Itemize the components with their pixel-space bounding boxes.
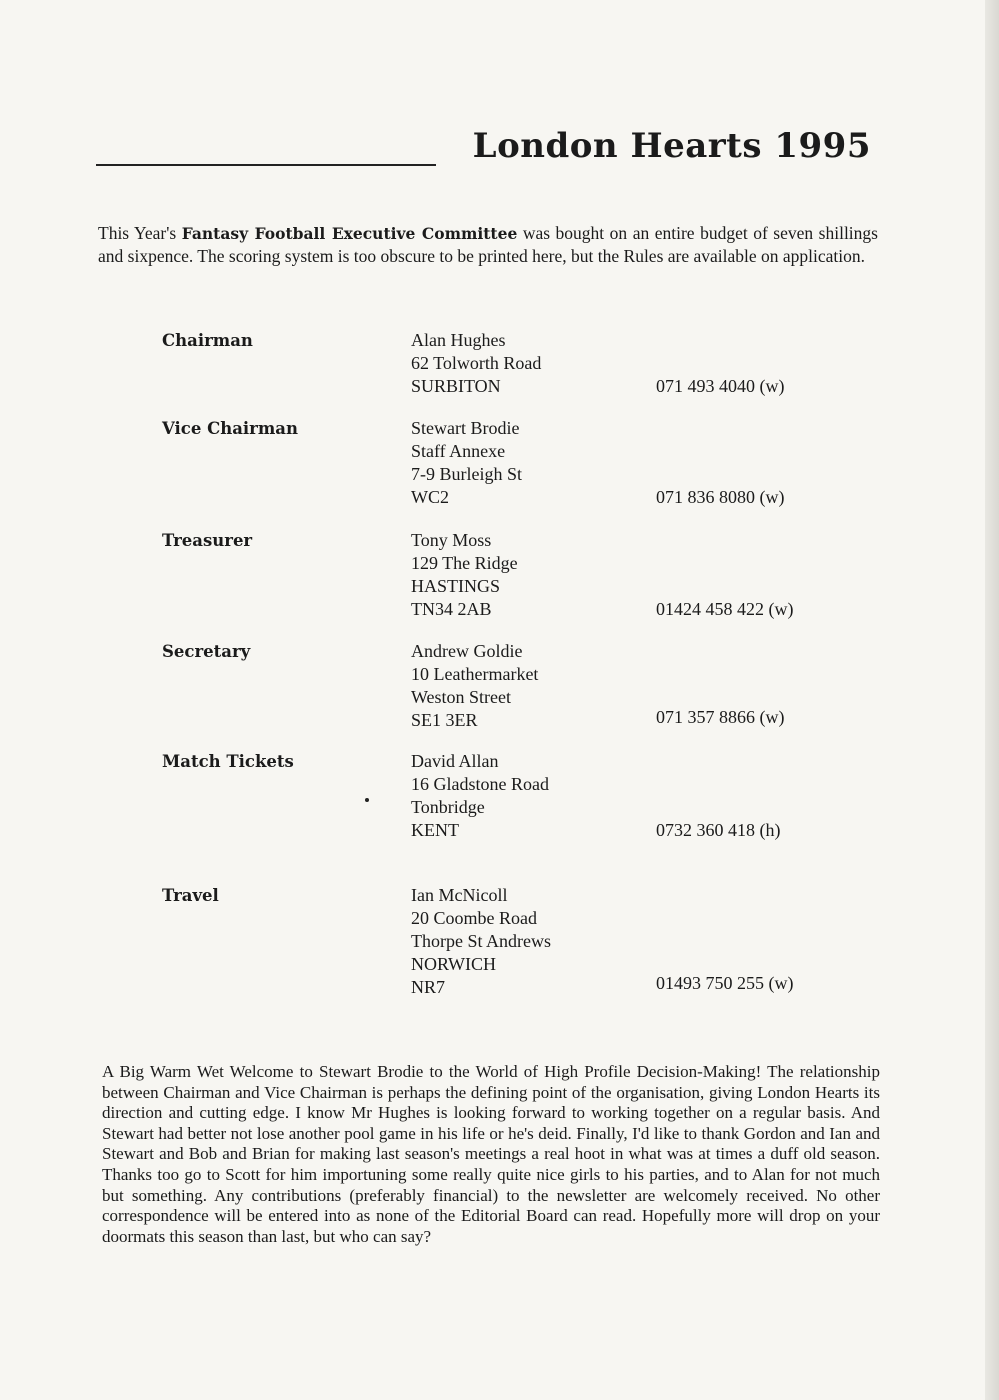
address-line: HASTINGS — [411, 576, 501, 596]
phone-number: 071 493 4040 (w) — [656, 376, 785, 396]
role-label: Match Tickets — [162, 752, 294, 771]
address-block — [411, 529, 518, 621]
phone-number: 01493 750 255 (w) — [656, 973, 794, 993]
address-line: 16 Gladstone Road — [411, 774, 549, 794]
address-line: SURBITON — [411, 376, 501, 396]
address-line: Ian McNicoll — [411, 885, 508, 905]
role-label: Secretary — [162, 642, 251, 661]
address-block — [411, 417, 522, 509]
address-line: Thorpe St Andrews — [411, 931, 551, 951]
address-line: Stewart Brodie — [411, 418, 520, 438]
address-line: 7-9 Burleigh St — [411, 464, 522, 484]
address-block — [411, 884, 551, 999]
address-line: Staff Annexe — [411, 441, 506, 461]
address-line: 20 Coombe Road — [411, 908, 537, 928]
title-rule — [96, 164, 436, 166]
address-block — [411, 640, 538, 732]
page-title: London Hearts 1995 — [472, 126, 871, 166]
address-line: Tonbridge — [411, 797, 485, 817]
address-line: Weston Street — [411, 687, 512, 707]
address-block — [411, 750, 549, 842]
address-line: 129 The Ridge — [411, 553, 518, 573]
address-line: NR7 — [411, 977, 446, 997]
phone-number: 071 357 8866 (w) — [656, 707, 785, 727]
stray-dot-mark — [365, 798, 369, 802]
address-line: 10 Leathermarket — [411, 664, 539, 684]
address-line: Tony Moss — [411, 530, 492, 550]
role-label: Treasurer — [162, 531, 253, 550]
address-line: WC2 — [411, 487, 449, 507]
phone-number: 01424 458 422 (w) — [656, 599, 794, 619]
address-block — [411, 329, 541, 398]
address-line: SE1 3ER — [411, 710, 478, 730]
phone-number: 071 836 8080 (w) — [656, 487, 785, 507]
address-line: NORWICH — [411, 954, 496, 974]
intro-paragraph — [98, 222, 878, 267]
closing-paragraph: A Big Warm Wet Welcome to Stewart Brodie to the World of High Profile Decision-Making! The relationship between Chairman and Vice Chairman is perhaps the defining point of the organisation, giving London Hearts its direction and cutting edge. I know Mr Hughes is looking forward to working together on a regular basis. And Stewart had better not lose another pool game in his life or he's deid. Finally, I'd like to thank Gordon and Ian and Stewart and Bob and Brian for making last season's meetings a real hoot in what was at times a duff old season. Thanks too go to Scott for him importuning some really quite nice girls to his parties, and to Alan for not much but something. Any contributions (preferably financial) to the newsletter are welcomely received. No other correspondence will be entered into as none of the Editorial Board can read. Hopefully more will drop on your doormats this season than last, but who can say? — [102, 1062, 880, 1246]
address-line: 62 Tolworth Road — [411, 353, 542, 373]
phone-number: 0732 360 418 (h) — [656, 820, 781, 840]
address-line: KENT — [411, 820, 459, 840]
role-label: Travel — [162, 886, 219, 905]
address-line: Andrew Goldie — [411, 641, 523, 661]
page-header — [96, 126, 871, 170]
address-line: Alan Hughes — [411, 330, 506, 350]
committee-name: Fantasy Football Executive Committee — [181, 224, 518, 243]
address-line: TN34 2AB — [411, 599, 492, 619]
role-label: Chairman — [162, 331, 253, 350]
page-edge — [985, 0, 999, 1400]
address-line: David Allan — [411, 751, 499, 771]
intro-text-pre: This Year's — [98, 223, 182, 243]
intro-text-post: was bought on an entire budget of seven shillings and sixpence. The scoring system is too obscure to be printed here, but the Rules are available on application. — [98, 223, 878, 266]
role-label: Vice Chairman — [162, 419, 298, 438]
